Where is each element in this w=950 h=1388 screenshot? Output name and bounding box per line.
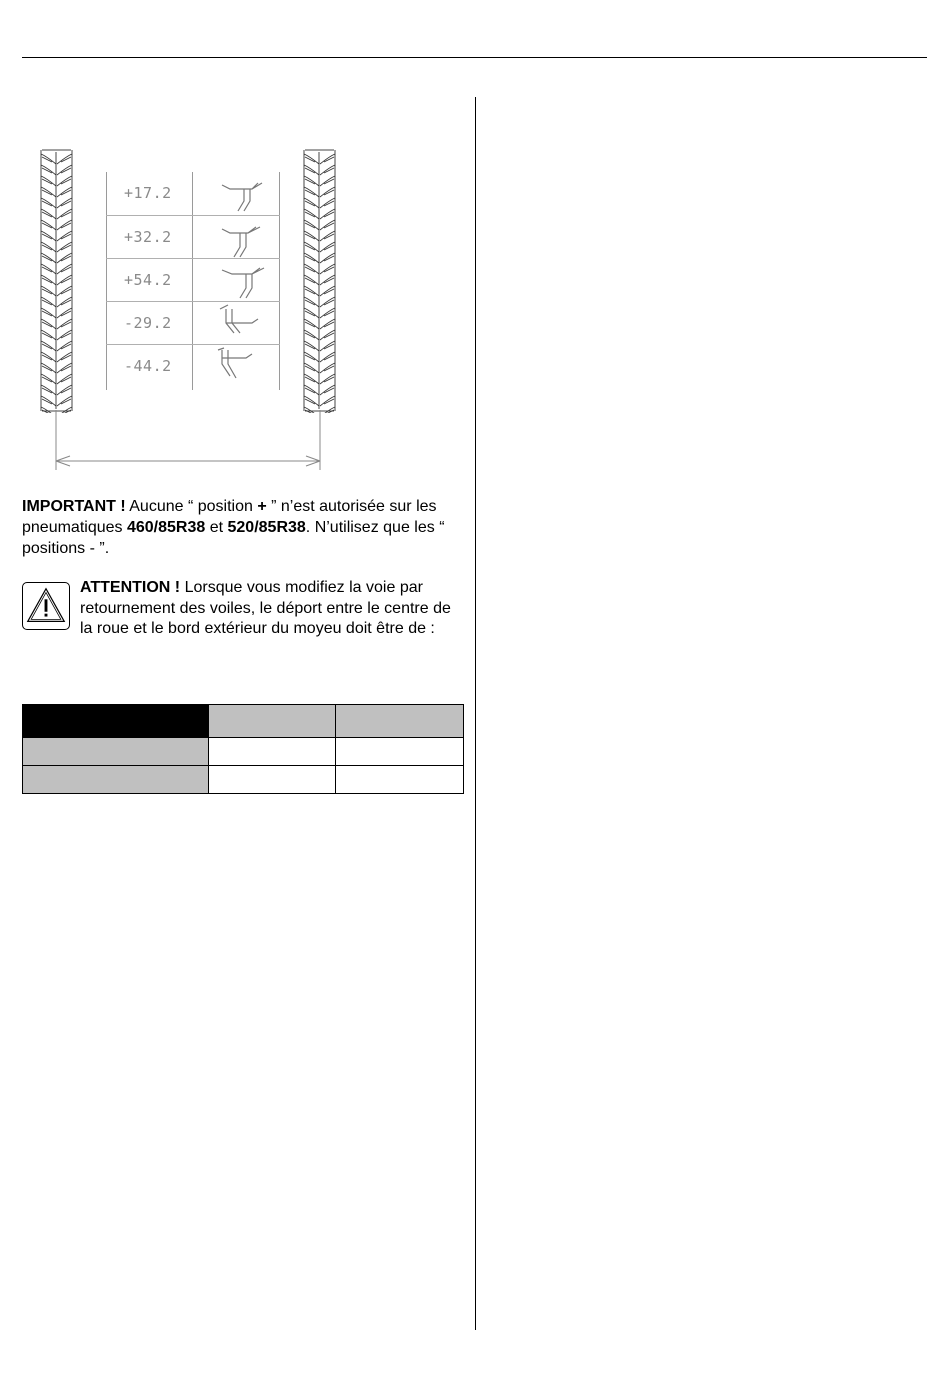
table-row [23, 738, 464, 766]
left-tire-illustration [38, 148, 75, 413]
offset-spec-table [22, 704, 464, 794]
column-divider [475, 97, 476, 1330]
offset-row [106, 344, 280, 388]
offset-row [106, 301, 280, 345]
important-text: ” n’est autorisée sur les pneumatiques [22, 498, 437, 536]
table-header-cell [336, 705, 464, 738]
table-header-row [23, 705, 464, 738]
important-text: . N’utilisez que les “ positions - ”. [22, 519, 445, 557]
table-cell [336, 738, 464, 766]
attention-text: Lorsque vous modifiez la voie par retournement des voiles, le déport entre le centre de la roue et le bord extérieur du moyeu doit être de : [80, 579, 451, 637]
offset-row [106, 215, 280, 259]
offset-positions-table [106, 172, 280, 390]
important-note [22, 496, 462, 559]
table-cell [208, 738, 336, 766]
important-text: et [205, 519, 228, 536]
table-cell [336, 766, 464, 794]
rim-position-icon [216, 260, 268, 302]
important-label: IMPORTANT ! [22, 498, 126, 515]
offset-value: +32.2 [124, 228, 172, 246]
offset-value: +17.2 [124, 184, 172, 202]
table-row-label-cell [23, 766, 209, 794]
offset-row [106, 258, 280, 302]
rim-position-icon [216, 217, 268, 259]
table-cell [208, 766, 336, 794]
important-text: Aucune “ position [125, 498, 258, 515]
plus-sign: + [257, 498, 267, 515]
right-tire-illustration [301, 148, 338, 413]
warning-triangle-icon [22, 582, 70, 630]
attention-note [80, 578, 455, 640]
track-width-dimension-line [54, 410, 324, 472]
offset-row [106, 172, 280, 215]
table-header-cell [23, 705, 209, 738]
table-row-label-cell [23, 738, 209, 766]
rim-position-icon [216, 303, 268, 345]
rim-position-icon [216, 346, 268, 388]
rim-position-icon [216, 173, 268, 215]
tire-size-1: 460/85R38 [126, 519, 206, 536]
table-row [23, 766, 464, 794]
offset-value: +54.2 [124, 271, 172, 289]
tire-size-2: 520/85R38 [227, 519, 306, 536]
table-header-cell [208, 705, 336, 738]
top-rule [22, 57, 927, 58]
offset-value: -29.2 [124, 314, 172, 332]
offset-value: -44.2 [124, 357, 172, 375]
attention-label: ATTENTION ! [80, 579, 181, 596]
